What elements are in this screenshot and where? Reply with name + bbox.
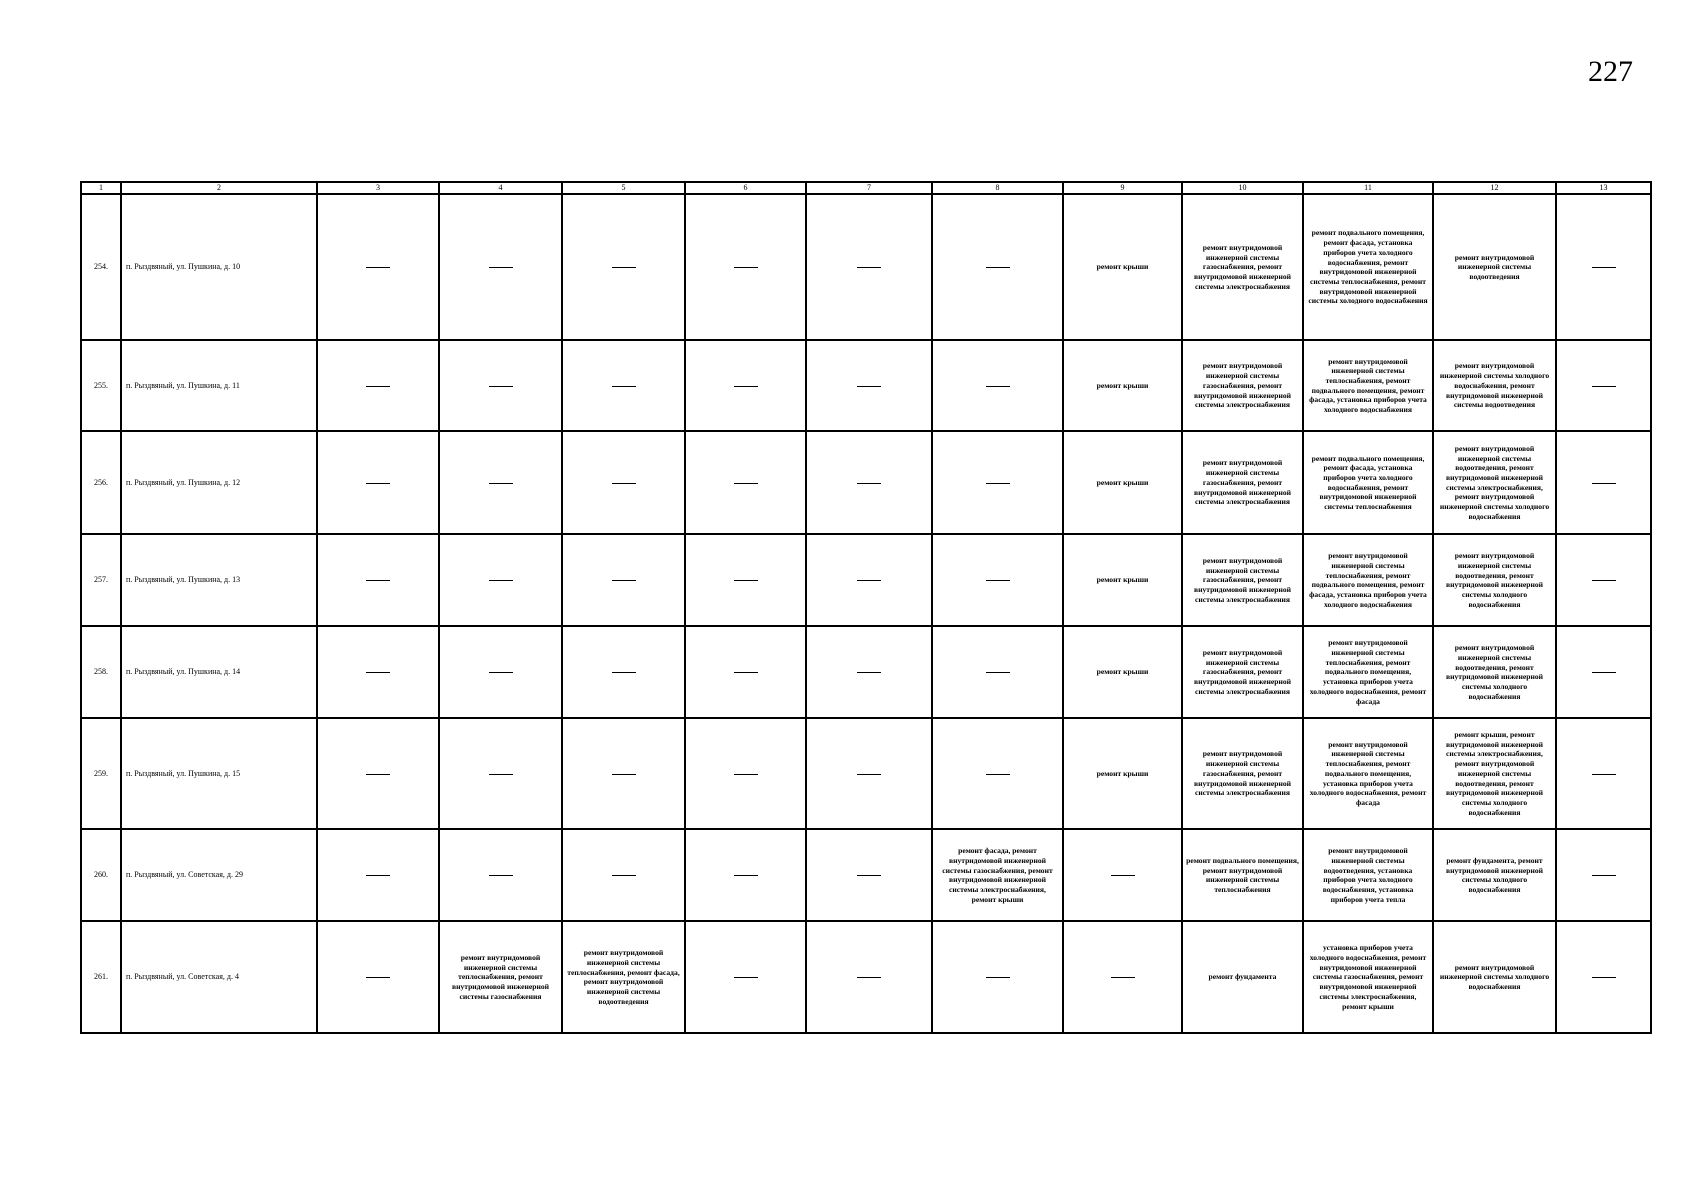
dash-mark [1592, 386, 1616, 387]
dash-mark [986, 672, 1010, 673]
dash-mark [857, 774, 881, 775]
work-description-text: ремонт внутридомовой инженерной системы холодного водоснабжения, ремонт внутридомовой инженерной системы водоотведения [1439, 361, 1550, 410]
address-cell: п. Рыздвяный, ул. Пушкина, д. 13 [121, 534, 317, 626]
work-description-cell [1182, 340, 1303, 431]
dash-mark [366, 672, 390, 673]
dash-mark [612, 875, 636, 876]
work-description-cell [1063, 534, 1182, 626]
empty-cell [806, 921, 932, 1033]
work-description-text: ремонт внутридомовой инженерной системы газоснабжения, ремонт внутридомовой инженерной системы электроснабжения [1193, 647, 1292, 696]
empty-cell [1556, 921, 1651, 1033]
column-header-4: 4 [439, 182, 562, 194]
empty-cell [685, 718, 806, 829]
column-header-1: 1 [81, 182, 121, 194]
work-description-cell [1182, 534, 1303, 626]
dash-mark [1592, 267, 1616, 268]
work-description-text: ремонт подвального помещения, ремонт внутридомовой инженерной системы теплоснабжения [1186, 855, 1299, 894]
dash-mark [1592, 483, 1616, 484]
empty-cell [439, 718, 562, 829]
work-description-cell [1433, 718, 1556, 829]
work-description-text: ремонт крыши [1096, 768, 1149, 778]
empty-cell [685, 829, 806, 921]
dash-mark [734, 774, 758, 775]
empty-cell [806, 626, 932, 718]
table-row [81, 194, 1651, 340]
empty-cell [806, 194, 932, 340]
repair-schedule-table [80, 181, 1652, 1034]
empty-cell [317, 431, 439, 534]
address-cell: п. Рыздвяный, ул. Пушкина, д. 10 [121, 194, 317, 340]
work-description-text: установка приборов учета холодного водоснабжения, ремонт внутридомовой инженерной системы газоснабжения, ремонт внутридомовой инженерной системы электроснабжения, ремонт крыши [1309, 943, 1427, 1011]
empty-cell [317, 626, 439, 718]
dash-mark [1592, 580, 1616, 581]
row-number: 255. [81, 340, 121, 431]
empty-cell [562, 829, 685, 921]
empty-cell [1063, 829, 1182, 921]
dash-mark [986, 267, 1010, 268]
address-cell: п. Рыздвяный, ул. Пушкина, д. 15 [121, 718, 317, 829]
row-number: 260. [81, 829, 121, 921]
work-description-text: ремонт фундамента [1208, 972, 1277, 982]
work-description-text: ремонт внутридомовой инженерной системы газоснабжения, ремонт внутридомовой инженерной системы электроснабжения [1193, 555, 1292, 604]
work-description-cell [1433, 340, 1556, 431]
empty-cell [1556, 718, 1651, 829]
dash-mark [489, 580, 513, 581]
work-description-cell [1433, 194, 1556, 340]
dash-mark [857, 386, 881, 387]
work-description-text: ремонт внутридомовой инженерной системы теплоснабжения, ремонт подвального помещения, установка приборов учета холодного водоснабжения, ремонт фасада [1309, 638, 1427, 706]
work-description-text: ремонт внутридомовой инженерной системы водоотведения, ремонт внутридомовой инженерной системы холодного водоснабжения [1445, 551, 1544, 609]
dash-mark [1111, 875, 1135, 876]
work-description-text: ремонт крыши, ремонт внутридомовой инженерной системы электроснабжения, ремонт внутридомовой инженерной системы водоотведения, ремонт внутридомовой инженерной системы холодного водоснабжения [1445, 730, 1544, 817]
column-header-9: 9 [1063, 182, 1182, 194]
work-description-text: ремонт внутридомовой инженерной системы теплоснабжения, ремонт подвального помещения, ремонт фасада, установка приборов учета холодного водоснабжения [1309, 551, 1427, 609]
table-row [81, 431, 1651, 534]
dash-mark [857, 483, 881, 484]
work-description-text: ремонт внутридомовой инженерной системы водоотведения [1454, 252, 1535, 282]
dash-mark [612, 580, 636, 581]
work-description-text: ремонт внутридомовой инженерной системы водоотведения, установка приборов учета холодного водоснабжения, установка приборов учета тепла [1322, 846, 1414, 904]
empty-cell [685, 534, 806, 626]
work-description-text: ремонт внутридомовой инженерной системы газоснабжения, ремонт внутридомовой инженерной системы электроснабжения [1193, 242, 1292, 291]
column-header-7: 7 [806, 182, 932, 194]
dash-mark [1111, 977, 1135, 978]
work-description-text: ремонт фундамента, ремонт внутридомовой инженерной системы холодного водоснабжения [1445, 855, 1544, 894]
dash-mark [1592, 672, 1616, 673]
work-description-text: ремонт крыши [1096, 667, 1149, 677]
dash-mark [734, 977, 758, 978]
work-description-cell [439, 921, 562, 1033]
empty-cell [685, 921, 806, 1033]
row-number: 259. [81, 718, 121, 829]
empty-cell [439, 626, 562, 718]
empty-cell [685, 194, 806, 340]
work-description-text: ремонт подвального помещения, ремонт фасада, установка приборов учета холодного водоснабжения, ремонт внутридомовой инженерной системы теплоснабжения, ремонт внутридомовой инженерной системы холодного водоснабжения [1308, 228, 1428, 306]
dash-mark [857, 977, 881, 978]
work-description-text: ремонт крыши [1096, 262, 1149, 272]
work-description-cell [1433, 829, 1556, 921]
table-row [81, 340, 1651, 431]
empty-cell [439, 431, 562, 534]
column-header-5: 5 [562, 182, 685, 194]
column-header-13: 13 [1556, 182, 1651, 194]
empty-cell [562, 718, 685, 829]
work-description-text: ремонт внутридомовой инженерной системы газоснабжения, ремонт внутридомовой инженерной системы электроснабжения [1193, 458, 1292, 507]
empty-cell [932, 194, 1063, 340]
work-description-cell [1303, 626, 1433, 718]
empty-cell [317, 340, 439, 431]
empty-cell [439, 829, 562, 921]
empty-cell [932, 534, 1063, 626]
work-description-cell [1182, 626, 1303, 718]
work-description-text: ремонт крыши [1096, 380, 1149, 390]
work-description-cell [932, 829, 1063, 921]
empty-cell [562, 626, 685, 718]
dash-mark [986, 774, 1010, 775]
work-description-cell [1182, 194, 1303, 340]
empty-cell [685, 431, 806, 534]
dash-mark [1592, 977, 1616, 978]
address-cell: п. Рыздвяный, ул. Советская, д. 29 [121, 829, 317, 921]
work-description-cell [1433, 534, 1556, 626]
work-description-cell [1063, 340, 1182, 431]
column-header-12: 12 [1433, 182, 1556, 194]
column-header-3: 3 [317, 182, 439, 194]
work-description-cell [562, 921, 685, 1033]
column-header-10: 10 [1182, 182, 1303, 194]
work-description-text: ремонт внутридомовой инженерной системы теплоснабжения, ремонт внутридомовой инженерной системы газоснабжения [451, 952, 550, 1001]
empty-cell [317, 921, 439, 1033]
empty-cell [685, 626, 806, 718]
empty-cell [932, 626, 1063, 718]
empty-cell [806, 829, 932, 921]
table-row [81, 626, 1651, 718]
dash-mark [366, 977, 390, 978]
table-row [81, 921, 1651, 1033]
work-description-cell [1063, 626, 1182, 718]
work-description-text: ремонт крыши [1096, 477, 1149, 487]
work-description-cell [1433, 921, 1556, 1033]
column-header-2: 2 [121, 182, 317, 194]
empty-cell [317, 718, 439, 829]
work-description-cell [1182, 718, 1303, 829]
dash-mark [734, 672, 758, 673]
work-description-text: ремонт внутридомовой инженерной системы газоснабжения, ремонт внутридомовой инженерной системы электроснабжения [1193, 749, 1292, 798]
address-cell: п. Рыздвяный, ул. Советская, д. 4 [121, 921, 317, 1033]
dash-mark [489, 672, 513, 673]
dash-mark [857, 875, 881, 876]
work-description-text: ремонт внутридомовой инженерной системы холодного водоснабжения [1439, 962, 1550, 992]
dash-mark [986, 483, 1010, 484]
dash-mark [734, 580, 758, 581]
work-description-text: ремонт внутридомовой инженерной системы теплоснабжения, ремонт фасада, ремонт внутридомовой инженерной системы водоотведения [567, 948, 680, 1006]
dash-mark [489, 875, 513, 876]
dash-mark [734, 386, 758, 387]
work-description-text: ремонт крыши [1096, 575, 1149, 585]
page-number: 227 [1588, 55, 1633, 88]
table-row [81, 718, 1651, 829]
row-number: 256. [81, 431, 121, 534]
dash-mark [489, 386, 513, 387]
work-description-text: ремонт подвального помещения, ремонт фасада, установка приборов учета холодного водоснабжения, ремонт внутридомовой инженерной системы теплоснабжения [1311, 453, 1425, 512]
work-description-cell [1063, 718, 1182, 829]
work-description-text: ремонт фасада, ремонт внутридомовой инженерной системы газоснабжения, ремонт внутридомовой инженерной системы электроснабжения, ремонт крыши [942, 846, 1053, 904]
empty-cell [1556, 340, 1651, 431]
work-description-cell [1303, 431, 1433, 534]
work-description-text: ремонт внутридомовой инженерной системы водоотведения, ремонт внутридомовой инженерной системы холодного водоснабжения [1445, 643, 1544, 701]
dash-mark [612, 386, 636, 387]
empty-cell [932, 431, 1063, 534]
empty-cell [932, 718, 1063, 829]
empty-cell [317, 829, 439, 921]
empty-cell [1556, 626, 1651, 718]
empty-cell [562, 340, 685, 431]
row-number: 254. [81, 194, 121, 340]
column-number-header [81, 182, 1651, 194]
dash-mark [366, 875, 390, 876]
column-header-11: 11 [1303, 182, 1433, 194]
empty-cell [1556, 829, 1651, 921]
empty-cell [1556, 194, 1651, 340]
empty-cell [685, 340, 806, 431]
row-number: 261. [81, 921, 121, 1033]
work-description-text: ремонт внутридомовой инженерной системы теплоснабжения, ремонт подвального помещения, ремонт фасада, установка приборов учета холодного водоснабжения [1309, 356, 1427, 415]
dash-mark [489, 483, 513, 484]
empty-cell [562, 431, 685, 534]
work-description-cell [1303, 921, 1433, 1033]
empty-cell [806, 534, 932, 626]
work-description-text: ремонт внутридомовой инженерной системы газоснабжения, ремонт внутридомовой инженерной системы электроснабжения [1193, 361, 1292, 410]
dash-mark [1592, 774, 1616, 775]
dash-mark [734, 483, 758, 484]
work-description-text: ремонт внутридомовой инженерной системы теплоснабжения, ремонт подвального помещения, установка приборов учета холодного водоснабжения, ремонт фасада [1309, 739, 1427, 808]
dash-mark [986, 977, 1010, 978]
empty-cell [1063, 921, 1182, 1033]
empty-cell [806, 431, 932, 534]
dash-mark [489, 267, 513, 268]
dash-mark [612, 672, 636, 673]
address-cell: п. Рыздвяный, ул. Пушкина, д. 14 [121, 626, 317, 718]
empty-cell [806, 340, 932, 431]
dash-mark [366, 483, 390, 484]
work-description-cell [1303, 718, 1433, 829]
work-description-cell [1303, 829, 1433, 921]
table-row [81, 829, 1651, 921]
dash-mark [489, 774, 513, 775]
empty-cell [1556, 431, 1651, 534]
work-description-cell [1303, 194, 1433, 340]
work-description-cell [1303, 340, 1433, 431]
dash-mark [366, 267, 390, 268]
address-cell: п. Рыздвяный, ул. Пушкина, д. 11 [121, 340, 317, 431]
dash-mark [366, 774, 390, 775]
column-header-8: 8 [932, 182, 1063, 194]
empty-cell [439, 194, 562, 340]
row-number: 258. [81, 626, 121, 718]
work-description-cell [1433, 626, 1556, 718]
work-description-cell [1182, 829, 1303, 921]
empty-cell [317, 194, 439, 340]
dash-mark [612, 267, 636, 268]
dash-mark [986, 386, 1010, 387]
empty-cell [439, 340, 562, 431]
work-description-cell [1182, 431, 1303, 534]
dash-mark [612, 774, 636, 775]
dash-mark [857, 267, 881, 268]
dash-mark [366, 580, 390, 581]
dash-mark [857, 672, 881, 673]
empty-cell [562, 534, 685, 626]
empty-cell [1556, 534, 1651, 626]
empty-cell [317, 534, 439, 626]
work-description-cell [1182, 921, 1303, 1033]
dash-mark [857, 580, 881, 581]
empty-cell [562, 194, 685, 340]
dash-mark [366, 386, 390, 387]
dash-mark [734, 875, 758, 876]
address-cell: п. Рыздвяный, ул. Пушкина, д. 12 [121, 431, 317, 534]
empty-cell [806, 718, 932, 829]
row-number: 257. [81, 534, 121, 626]
dash-mark [612, 483, 636, 484]
empty-cell [932, 921, 1063, 1033]
work-description-cell [1063, 431, 1182, 534]
work-description-text: ремонт внутридомовой инженерной системы водоотведения, ремонт внутридомовой инженерной системы электроснабжения, ремонт внутридомовой инженерной системы холодного водоснабжения [1439, 443, 1550, 521]
dash-mark [1592, 875, 1616, 876]
empty-cell [932, 340, 1063, 431]
empty-cell [439, 534, 562, 626]
dash-mark [986, 580, 1010, 581]
work-description-cell [1063, 194, 1182, 340]
dash-mark [734, 267, 758, 268]
work-description-cell [1303, 534, 1433, 626]
column-header-6: 6 [685, 182, 806, 194]
table-row [81, 534, 1651, 626]
work-description-cell [1433, 431, 1556, 534]
